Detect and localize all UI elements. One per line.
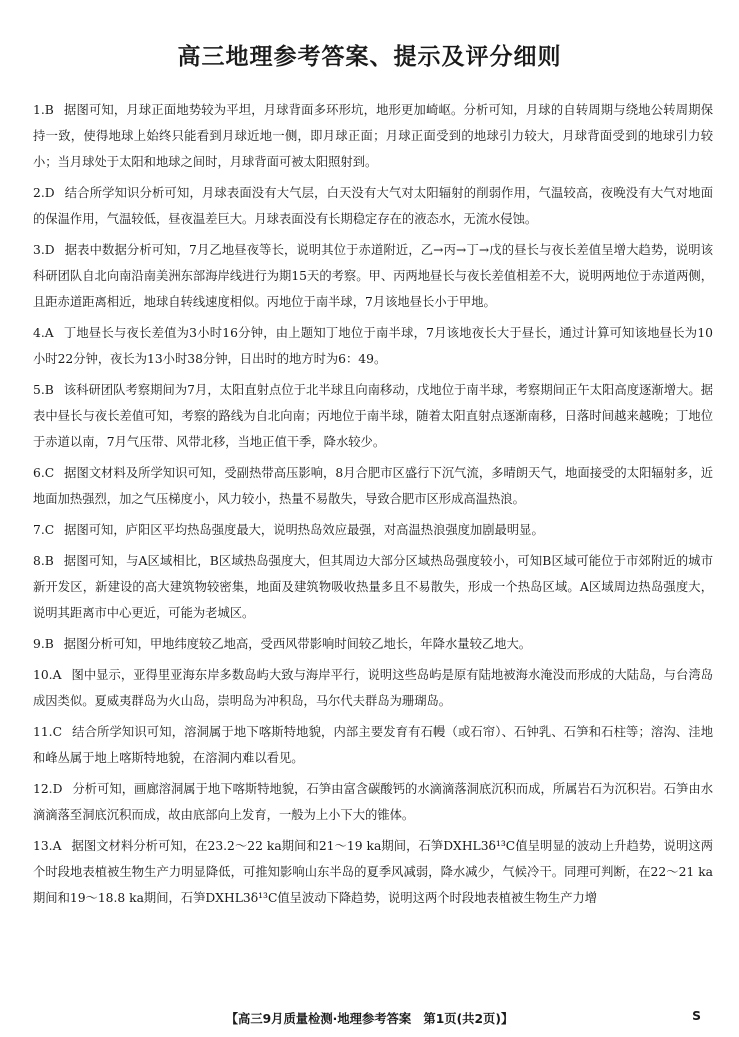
item-explanation: 该科研团队考察期间为7月，太阳直射点位于北半球且向南移动，戊地位于南半球，考察期间正午太阳高度逐渐增大。据表中昼长与夜长差值可知，考察的路线为自北向南；丙地位于南半球，随着太阳直射点逐渐南移，日落时间越来越晚；丁地位于赤道以南，7月气压带、风带北移，当地正值干季，降水较少。 (33, 383, 713, 449)
item-number: 13. (33, 839, 53, 853)
item-number: 6. (33, 466, 45, 480)
footer-code: S (692, 1009, 701, 1023)
item-answer: D (44, 186, 55, 200)
item-number: 2. (33, 186, 45, 200)
item-explanation: 据表中数据分析可知，7月乙地昼夜等长，说明其位于赤道附近，乙→丙→丁→戊的昼长与夜长差值呈增大趋势，说明该科研团队自北向南沿南美洲东部海岸线进行为期15天的考察。甲、丙两地昼长与夜长差值相差不大，说明两地位于赤道两侧，且距赤道距离相近，地球自转线速度相似。丙地位于南半球，7月该地昼长小于甲地。 (33, 243, 713, 309)
answer-item-7 (33, 517, 713, 543)
item-explanation: 分析可知，画廊溶洞属于地下喀斯特地貌，石笋由富含碳酸钙的水滴滴落洞底沉积而成，所属岩石为沉积岩。石笋由水滴滴落至洞底沉积而成，故由底部向上发育，一般为上小下大的锥体。 (33, 782, 713, 822)
item-answer: A (52, 839, 62, 853)
item-answer: B (44, 637, 54, 651)
item-number: 7. (33, 523, 45, 537)
item-number: 5. (33, 383, 45, 397)
page-footer: 【高三9月质量检测·地理参考答案 第1页(共2页)】 (225, 1012, 514, 1026)
answer-item-1 (33, 97, 713, 175)
item-explanation: 结合所学知识可知，溶洞属于地下喀斯特地貌，内部主要发育有石幔（或石帘）、石钟乳、石笋和石柱等；溶沟、洼地和峰丛属于地上喀斯特地貌，在溶洞内难以看见。 (33, 725, 713, 765)
answer-item-10 (33, 662, 713, 714)
item-explanation: 据图可知，月球正面地势较为平坦，月球背面多环形坑，地形更加崎岖。分析可知，月球的自转周期与绕地公转周期保持一致，使得地球上始终只能看到月球近地一侧，即月球正面；月球正面受到的地球引力较大，月球背面受到的地球引力较小；当月球处于太阳和地球之间时，月球背面可被太阳照射到。 (33, 103, 713, 169)
answer-item-13 (33, 833, 713, 911)
item-number: 8. (33, 554, 45, 568)
item-number: 11. (33, 725, 53, 739)
item-number: 1. (33, 103, 45, 117)
item-explanation: 据图可知，与A区域相比，B区域热岛强度大，但其周边大部分区域热岛强度较小，可知B区域可能位于市郊附近的城市新开发区，新建设的高大建筑物较密集，地面及建筑物吸收热量多且不易散失，形成一个热岛区域。A区域周边热岛强度大，说明其距离市中心更近，可能为老城区。 (33, 554, 713, 620)
answer-item-9 (33, 631, 713, 657)
item-answer: B (44, 383, 54, 397)
item-explanation: 据图可知，庐阳区平均热岛强度最大，说明热岛效应最强，对高温热浪强度加剧最明显。 (64, 523, 544, 537)
answer-item-3 (33, 237, 713, 315)
item-answer: A (44, 326, 54, 340)
item-explanation: 丁地昼长与夜长差值为3小时16分钟，由上题知丁地位于南半球，7月该地夜长大于昼长，通过计算可知该地昼长为10小时22分钟，夜长为13小时38分钟，日出时的地方时为6：49。 (33, 326, 713, 366)
item-explanation: 据图分析可知，甲地纬度较乙地高，受西风带影响时间较乙地长，年降水量较乙地大。 (63, 637, 532, 651)
item-answer: C (52, 725, 62, 739)
item-number: 10. (33, 668, 53, 682)
item-explanation: 据图文材料及所学知识可知，受副热带高压影响，8月合肥市区盛行下沉气流，多晴朗天气，地面接受的太阳辐射多，近地面加热强烈，加之气压梯度小，风力较小，热量不易散失，导致合肥市区形成高温热浪。 (33, 466, 713, 506)
item-number: 12. (33, 782, 53, 796)
item-explanation: 据图文材料分析可知，在23.2～22 ka期间和21～19 ka期间，石笋DXHL3δ¹³C值呈明显的波动上升趋势，说明这两个时段地表植被生物生产力明显降低，可推知影响山东半岛的夏季风减弱，降水减少，气候冷干。同理可判断，在22～21 ka期间和19～18.8 ka期间，石笋DXHL3δ¹³C值呈波动下降趋势，说明这两个时段地表植被生物生产力增 (33, 839, 713, 905)
answer-item-8 (33, 548, 713, 626)
item-answer: B (44, 103, 54, 117)
answer-item-2 (33, 180, 713, 232)
item-number: 4. (33, 326, 45, 340)
item-answer: B (44, 554, 54, 568)
item-answer: D (52, 782, 63, 796)
item-number: 9. (33, 637, 45, 651)
answer-item-6 (33, 460, 713, 512)
item-number: 3. (33, 243, 45, 257)
answer-item-12 (33, 776, 713, 828)
answer-list (33, 97, 713, 916)
item-answer: C (44, 523, 55, 537)
item-explanation: 图中显示，亚得里亚海东岸多数岛屿大致与海岸平行，说明这些岛屿是原有陆地被海水淹没而形成的大陆岛，与台湾岛成因类似。夏威夷群岛为火山岛，崇明岛为冲积岛，马尔代夫群岛为珊瑚岛。 (33, 668, 713, 708)
item-answer: C (44, 466, 55, 480)
item-answer: D (44, 243, 55, 257)
answer-item-4 (33, 320, 713, 372)
answer-item-11 (33, 719, 713, 771)
item-answer: A (52, 668, 62, 682)
page-title: 高三地理参考答案、提示及评分细则 (177, 44, 562, 70)
item-explanation: 结合所学知识分析可知，月球表面没有大气层，白天没有大气对太阳辐射的削弱作用，气温较高，夜晚没有大气对地面的保温作用，气温较低，昼夜温差巨大。月球表面没有长期稳定存在的液态水，无流水侵蚀。 (33, 186, 713, 226)
answer-item-5 (33, 377, 713, 455)
